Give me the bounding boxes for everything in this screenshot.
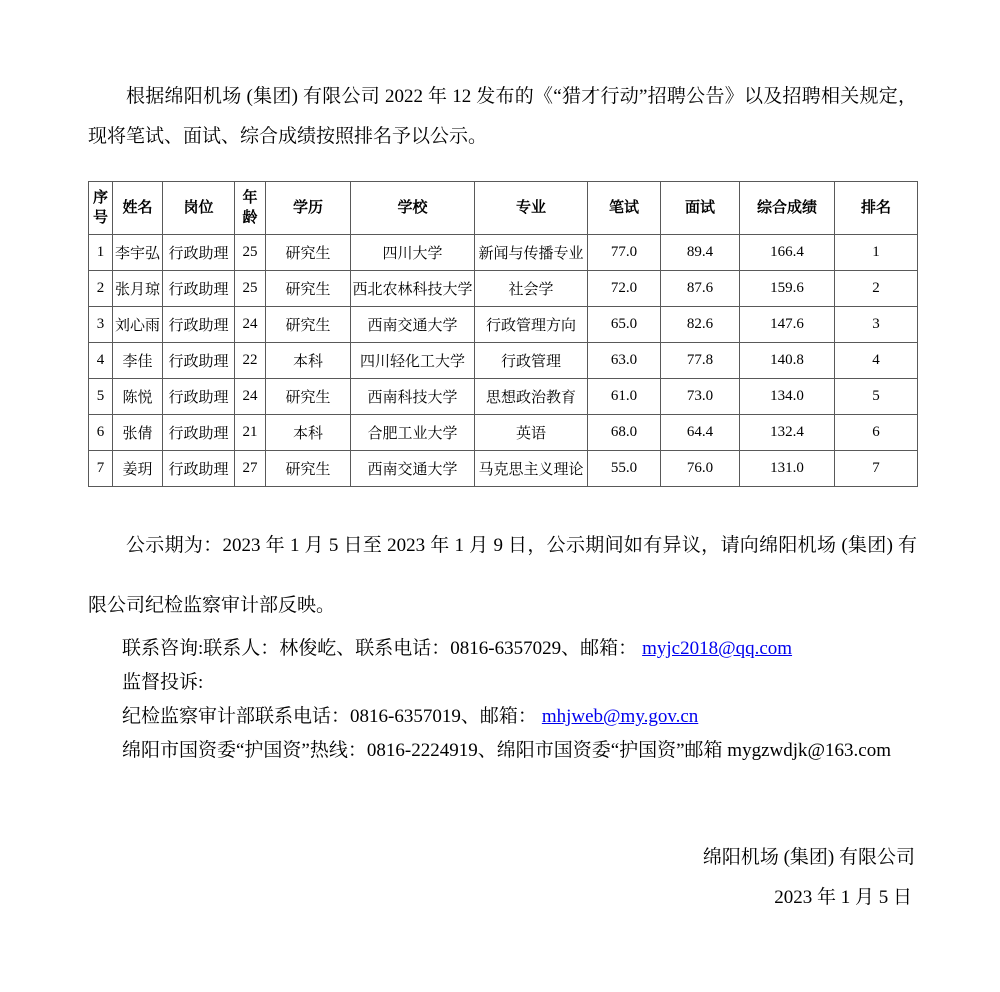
- table-cell: 64.4: [661, 415, 740, 451]
- table-cell: 25: [235, 271, 266, 307]
- table-cell: 4: [89, 343, 113, 379]
- signature-company: 绵阳机场 (集团) 有限公司: [702, 847, 915, 868]
- table-cell: 行政助理: [163, 343, 235, 379]
- column-header: 姓名: [113, 182, 163, 235]
- table-cell: 73.0: [661, 379, 740, 415]
- contact-consult-label: 联系咨询:联系人：林俊屹、联系电话：0816-6357029、邮箱：: [122, 638, 638, 659]
- table-cell: 研究生: [266, 379, 351, 415]
- table-cell: 68.0: [588, 415, 661, 451]
- table-cell: 陈悦: [113, 379, 163, 415]
- table-cell: 6: [89, 415, 113, 451]
- column-header: 综合成绩: [740, 182, 835, 235]
- table-cell: 英语: [475, 415, 588, 451]
- table-row: [89, 379, 918, 415]
- table-cell: 131.0: [740, 451, 835, 487]
- table-row: [89, 307, 918, 343]
- table-cell: 2: [835, 271, 918, 307]
- table-cell: 西南交通大学: [351, 307, 475, 343]
- table-row: [89, 271, 918, 307]
- column-header: 岗位: [163, 182, 235, 235]
- table-cell: 合肥工业大学: [351, 415, 475, 451]
- table-cell: 77.0: [588, 235, 661, 271]
- contact-supervision-line: 监督投诉:: [122, 672, 204, 693]
- table-cell: 李佳: [113, 343, 163, 379]
- signature-block: [88, 838, 917, 918]
- table-cell: 63.0: [588, 343, 661, 379]
- table-cell: 社会学: [475, 271, 588, 307]
- table-cell: 李宇弘: [113, 235, 163, 271]
- table-cell: 马克思主义理论: [475, 451, 588, 487]
- column-header: 学历: [266, 182, 351, 235]
- table-cell: 行政助理: [163, 307, 235, 343]
- table-cell: 55.0: [588, 451, 661, 487]
- table-row: [89, 451, 918, 487]
- table-cell: 4: [835, 343, 918, 379]
- contact-consult-line: [122, 632, 917, 666]
- table-cell: 行政管理: [475, 343, 588, 379]
- signature-date: 2023 年 1 月 5 日: [774, 887, 912, 908]
- table-row: [89, 415, 918, 451]
- table-cell: 24: [235, 379, 266, 415]
- table-cell: 行政助理: [163, 415, 235, 451]
- table-cell: 3: [835, 307, 918, 343]
- table-cell: 24: [235, 307, 266, 343]
- table-cell: 166.4: [740, 235, 835, 271]
- table-cell: 87.6: [661, 271, 740, 307]
- table-cell: 65.0: [588, 307, 661, 343]
- table-row: [89, 235, 918, 271]
- table-cell: 61.0: [588, 379, 661, 415]
- table-cell: 张月琼: [113, 271, 163, 307]
- table-cell: 22: [235, 343, 266, 379]
- table-cell: 本科: [266, 343, 351, 379]
- column-header: 排名: [835, 182, 918, 235]
- column-header: 笔试: [588, 182, 661, 235]
- table-cell: 21: [235, 415, 266, 451]
- table-cell: 四川轻化工大学: [351, 343, 475, 379]
- table-cell: 132.4: [740, 415, 835, 451]
- table-row: [89, 343, 918, 379]
- contact-block: [88, 632, 917, 768]
- table-cell: 77.8: [661, 343, 740, 379]
- table-cell: 刘心雨: [113, 307, 163, 343]
- table-cell: 147.6: [740, 307, 835, 343]
- consult-email-link[interactable]: myjc2018@qq.com: [642, 638, 793, 659]
- table-cell: 76.0: [661, 451, 740, 487]
- table-cell: 82.6: [661, 307, 740, 343]
- intro-paragraph: 根据绵阳机场 (集团) 有限公司 2022 年 12 发布的《“猎才行动”招聘公告》以及招聘相关规定，现将笔试、面试、综合成绩按照排名予以公示。: [88, 86, 917, 147]
- table-cell: 西南科技大学: [351, 379, 475, 415]
- table-cell: 行政助理: [163, 271, 235, 307]
- table-cell: 27: [235, 451, 266, 487]
- table-cell: 新闻与传播专业: [475, 235, 588, 271]
- table-cell: 1: [89, 235, 113, 271]
- table-cell: 25: [235, 235, 266, 271]
- table-cell: 研究生: [266, 307, 351, 343]
- table-header-row: [89, 182, 918, 235]
- table-cell: 行政助理: [163, 451, 235, 487]
- table-cell: 张倩: [113, 415, 163, 451]
- notice-period-paragraph: 公示期为：2023 年 1 月 5 日至 2023 年 1 月 9 日，公示期间如有异议，请向绵阳机场 (集团) 有限公司纪检监察审计部反映。: [88, 535, 917, 616]
- table-cell: 四川大学: [351, 235, 475, 271]
- table-cell: 5: [89, 379, 113, 415]
- table-cell: 2: [89, 271, 113, 307]
- table-cell: 3: [89, 307, 113, 343]
- table-cell: 89.4: [661, 235, 740, 271]
- table-cell: 行政助理: [163, 379, 235, 415]
- table-cell: 思想政治教育: [475, 379, 588, 415]
- contact-sasac-line: 绵阳市国资委“护国资”热线：0816-2224919、绵阳市国资委“护国资”邮箱 mygzwdjk@163.com: [122, 740, 891, 761]
- table-cell: 5: [835, 379, 918, 415]
- column-header: 面试: [661, 182, 740, 235]
- table-cell: 研究生: [266, 271, 351, 307]
- column-header: 专业: [475, 182, 588, 235]
- discipline-email-link[interactable]: mhjweb@my.gov.cn: [541, 706, 699, 727]
- column-header: 年龄: [235, 182, 266, 235]
- table-cell: 72.0: [588, 271, 661, 307]
- table-cell: 行政管理方向: [475, 307, 588, 343]
- table-cell: 研究生: [266, 235, 351, 271]
- results-table: [88, 181, 918, 487]
- table-cell: 7: [835, 451, 918, 487]
- table-cell: 行政助理: [163, 235, 235, 271]
- table-cell: 6: [835, 415, 918, 451]
- table-cell: 西南交通大学: [351, 451, 475, 487]
- table-cell: 1: [835, 235, 918, 271]
- table-cell: 134.0: [740, 379, 835, 415]
- column-header: 学校: [351, 182, 475, 235]
- table-cell: 本科: [266, 415, 351, 451]
- table-cell: 西北农林科技大学: [351, 271, 475, 307]
- table-cell: 研究生: [266, 451, 351, 487]
- column-header: 序号: [89, 182, 113, 235]
- contact-discipline-line: [122, 700, 917, 734]
- table-cell: 姜玥: [113, 451, 163, 487]
- table-cell: 159.6: [740, 271, 835, 307]
- table-cell: 140.8: [740, 343, 835, 379]
- table-cell: 7: [89, 451, 113, 487]
- contact-discipline-label: 纪检监察审计部联系电话：0816-6357019、邮箱：: [122, 706, 537, 727]
